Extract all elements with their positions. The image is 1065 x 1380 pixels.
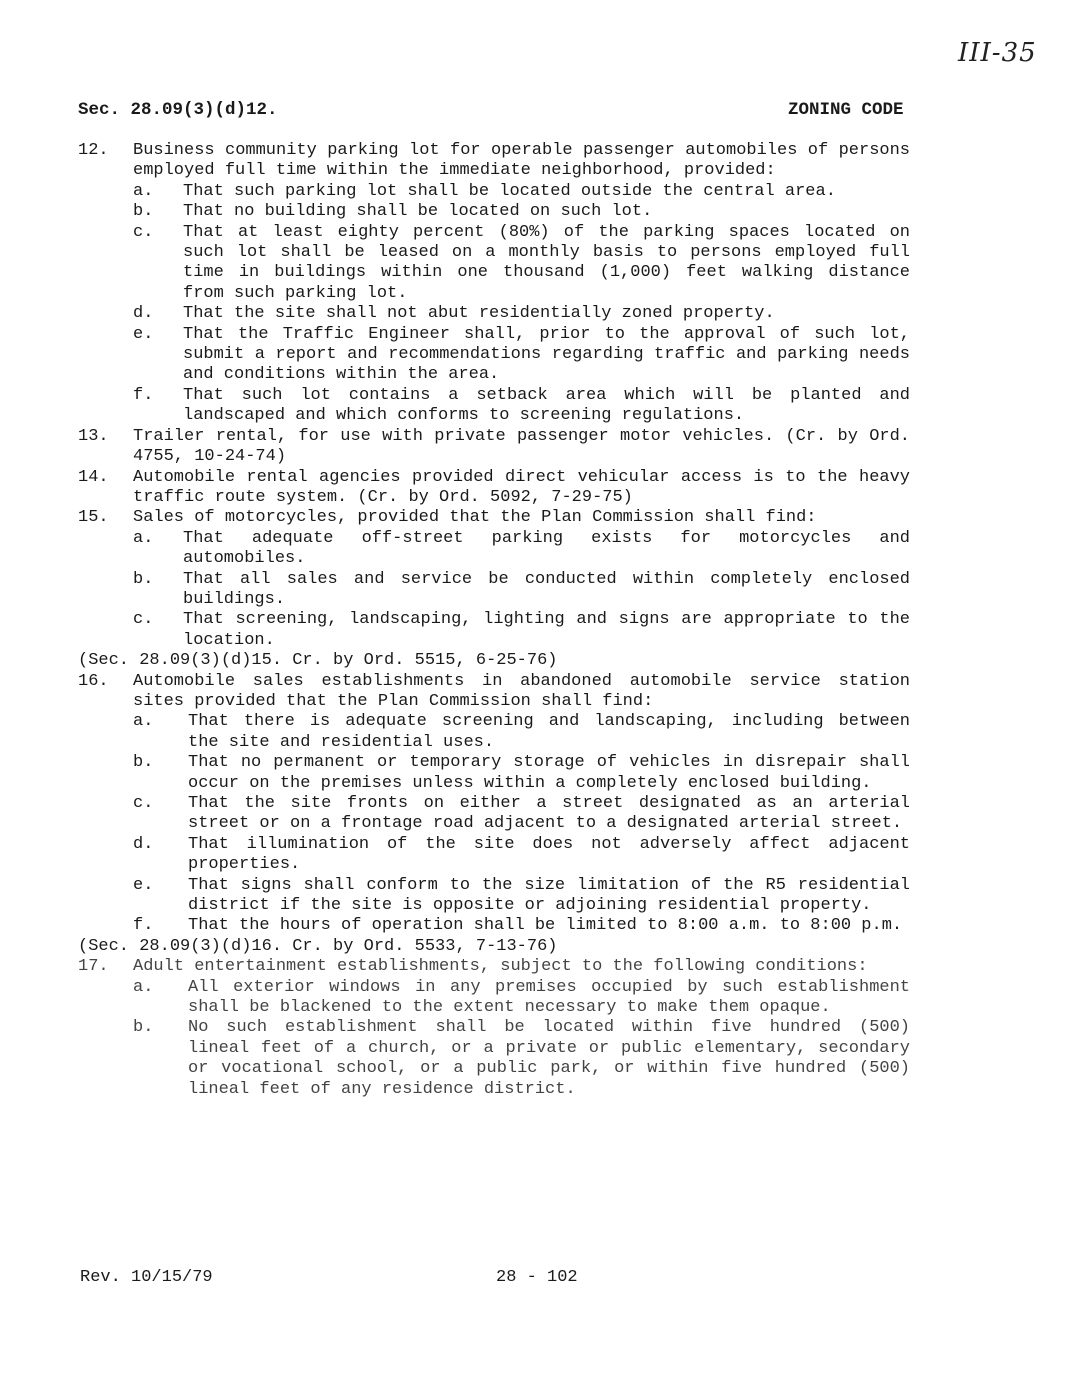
sub-item-text: That illumination of the site does not adversely affect adjacent properties.: [188, 834, 910, 875]
item-text: Adult entertainment establishments, subject to the following conditions:: [133, 957, 868, 977]
item-number: 12.: [78, 141, 109, 160]
ordinance-items: [78, 141, 910, 651]
sub-item-text: That all sales and service be conducted within completely enclosed buildings.: [183, 569, 910, 609]
list-item: [78, 141, 910, 182]
item-text: Automobile rental agencies provided direct vehicular access is to the heavy traffic route system. (Cr. by Ord. 5092, 7-29-75): [133, 467, 910, 507]
sub-item: [133, 570, 910, 611]
list-item: [78, 508, 910, 528]
sub-item-letter: e.: [133, 324, 154, 344]
sub-item-text: That the hours of operation shall be limited to 8:00 a.m. to 8:00 p.m.: [188, 916, 903, 936]
sub-item-letter: b.: [133, 569, 154, 589]
item-text: Trailer rental, for use with private passenger motor vehicles. (Cr. by Ord. 4755, 10-24-74): [133, 426, 910, 467]
sub-item-letter: b.: [133, 1018, 154, 1038]
item-number: 13.: [78, 426, 109, 446]
sub-item-text: That such lot contains a setback area which will be planted and landscaped and which conforms to screening regulations.: [183, 385, 910, 426]
sub-item: [133, 916, 910, 936]
list-item: [78, 672, 910, 713]
sub-item-letter: f.: [133, 385, 154, 405]
section-header: Sec. 28.09(3)(d)12.: [78, 100, 278, 120]
sub-item-letter: c.: [133, 610, 154, 630]
item-number: 15.: [78, 508, 109, 528]
sub-item-text: No such establishment shall be located within five hundred (500) lineal feet of a church, or a private or public elementary, secondary or vocational school, or a public park, or within five hundred (500) lineal feet of any residence district.: [188, 1018, 910, 1099]
sub-item-letter: a.: [133, 977, 154, 997]
sub-item: [133, 202, 910, 222]
sub-item-letter: f.: [133, 916, 154, 936]
sub-item-letter: b.: [133, 202, 154, 222]
sub-item-letter: c.: [133, 794, 154, 813]
item-text: Sales of motorcycles, provided that the Plan Commission shall find:: [133, 508, 817, 528]
sub-item-text: That screening, landscaping, lighting and signs are appropriate to the location.: [183, 610, 910, 650]
document-body: [78, 141, 910, 1100]
page-mark: III-35: [958, 38, 1037, 68]
sub-item: [133, 182, 910, 202]
ordinance-item-17: [78, 957, 910, 1100]
sub-item-text: That no permanent or temporary storage of vehicles in disrepair shall occur on the premises unless within a completely enclosed building.: [188, 753, 910, 793]
item-number: 16.: [78, 671, 109, 691]
list-item: [78, 468, 910, 509]
item-number: 14.: [78, 467, 109, 487]
sub-item-text: That at least eighty percent (80%) of the parking spaces located on such lot shall be leased on a monthly basis to persons employed full time in buildings within one thousand (1,000) feet walking distance from such parking lot.: [183, 222, 910, 303]
sub-item-text: That such parking lot shall be located outside the central area.: [183, 181, 836, 201]
sub-item: [133, 978, 910, 1019]
sub-item: [133, 794, 910, 835]
sub-item: [133, 529, 910, 570]
sub-item-letter: d.: [133, 304, 154, 324]
sub-item-letter: c.: [133, 222, 154, 242]
sub-item: [133, 753, 910, 794]
sub-item: [133, 1018, 910, 1100]
item-text: Automobile sales establishments in abandoned automobile service station sites provided that the Plan Commission shall find:: [133, 671, 910, 711]
sub-item: [133, 712, 910, 753]
item-text: Business community parking lot for operable passenger automobiles of persons employed full time within the immediate neighborhood, provided:: [133, 141, 910, 181]
sub-item-text: That signs shall conform to the size limitation of the R5 residential district if the site is opposite or adjoining residential property.: [188, 875, 910, 916]
sub-item-letter: a.: [133, 181, 154, 201]
sub-item-letter: b.: [133, 753, 154, 773]
history-note-1: (Sec. 28.09(3)(d)15. Cr. by Ord. 5515, 6-25-76): [78, 651, 558, 671]
sub-item: [133, 304, 910, 324]
sub-item: [133, 223, 910, 305]
sub-item-text: That adequate off-street parking exists for motorcycles and automobiles.: [183, 528, 910, 569]
item-number: 17.: [78, 957, 109, 977]
sub-item: [133, 386, 910, 427]
ordinance-item-16: [78, 672, 910, 937]
sub-item-text: That no building shall be located on such lot.: [183, 202, 653, 222]
sub-item-text: That there is adequate screening and landscaping, including between the site and residential uses.: [188, 712, 910, 752]
sub-item-letter: a.: [133, 528, 154, 548]
sub-item-text: That the site fronts on either a street designated as an arterial street or on a frontage road adjacent to a designated arterial street.: [188, 794, 910, 834]
revision-date: Rev. 10/15/79: [80, 1268, 213, 1287]
sub-item: [133, 325, 910, 386]
sub-item-letter: d.: [133, 834, 154, 854]
sub-item: [133, 610, 910, 651]
sub-item-text: All exterior windows in any premises occupied by such establishment shall be blackened to the extent necessary to make them opaque.: [188, 977, 910, 1018]
list-item: [78, 427, 910, 468]
sub-item: [133, 876, 910, 917]
sub-item-text: That the site shall not abut residentially zoned property.: [183, 304, 775, 324]
sub-item: [133, 835, 910, 876]
document-title: ZONING CODE: [788, 100, 904, 120]
history-note-2: (Sec. 28.09(3)(d)16. Cr. by Ord. 5533, 7-13-76): [78, 936, 558, 956]
list-item: [78, 957, 910, 977]
sub-item-letter: a.: [133, 712, 154, 732]
sub-item-letter: e.: [133, 875, 154, 895]
sub-item-text: That the Traffic Engineer shall, prior to the approval of such lot, submit a report and recommendations regarding traffic and parking needs and conditions within the area.: [183, 324, 910, 385]
page-number: 28 - 102: [496, 1268, 578, 1287]
